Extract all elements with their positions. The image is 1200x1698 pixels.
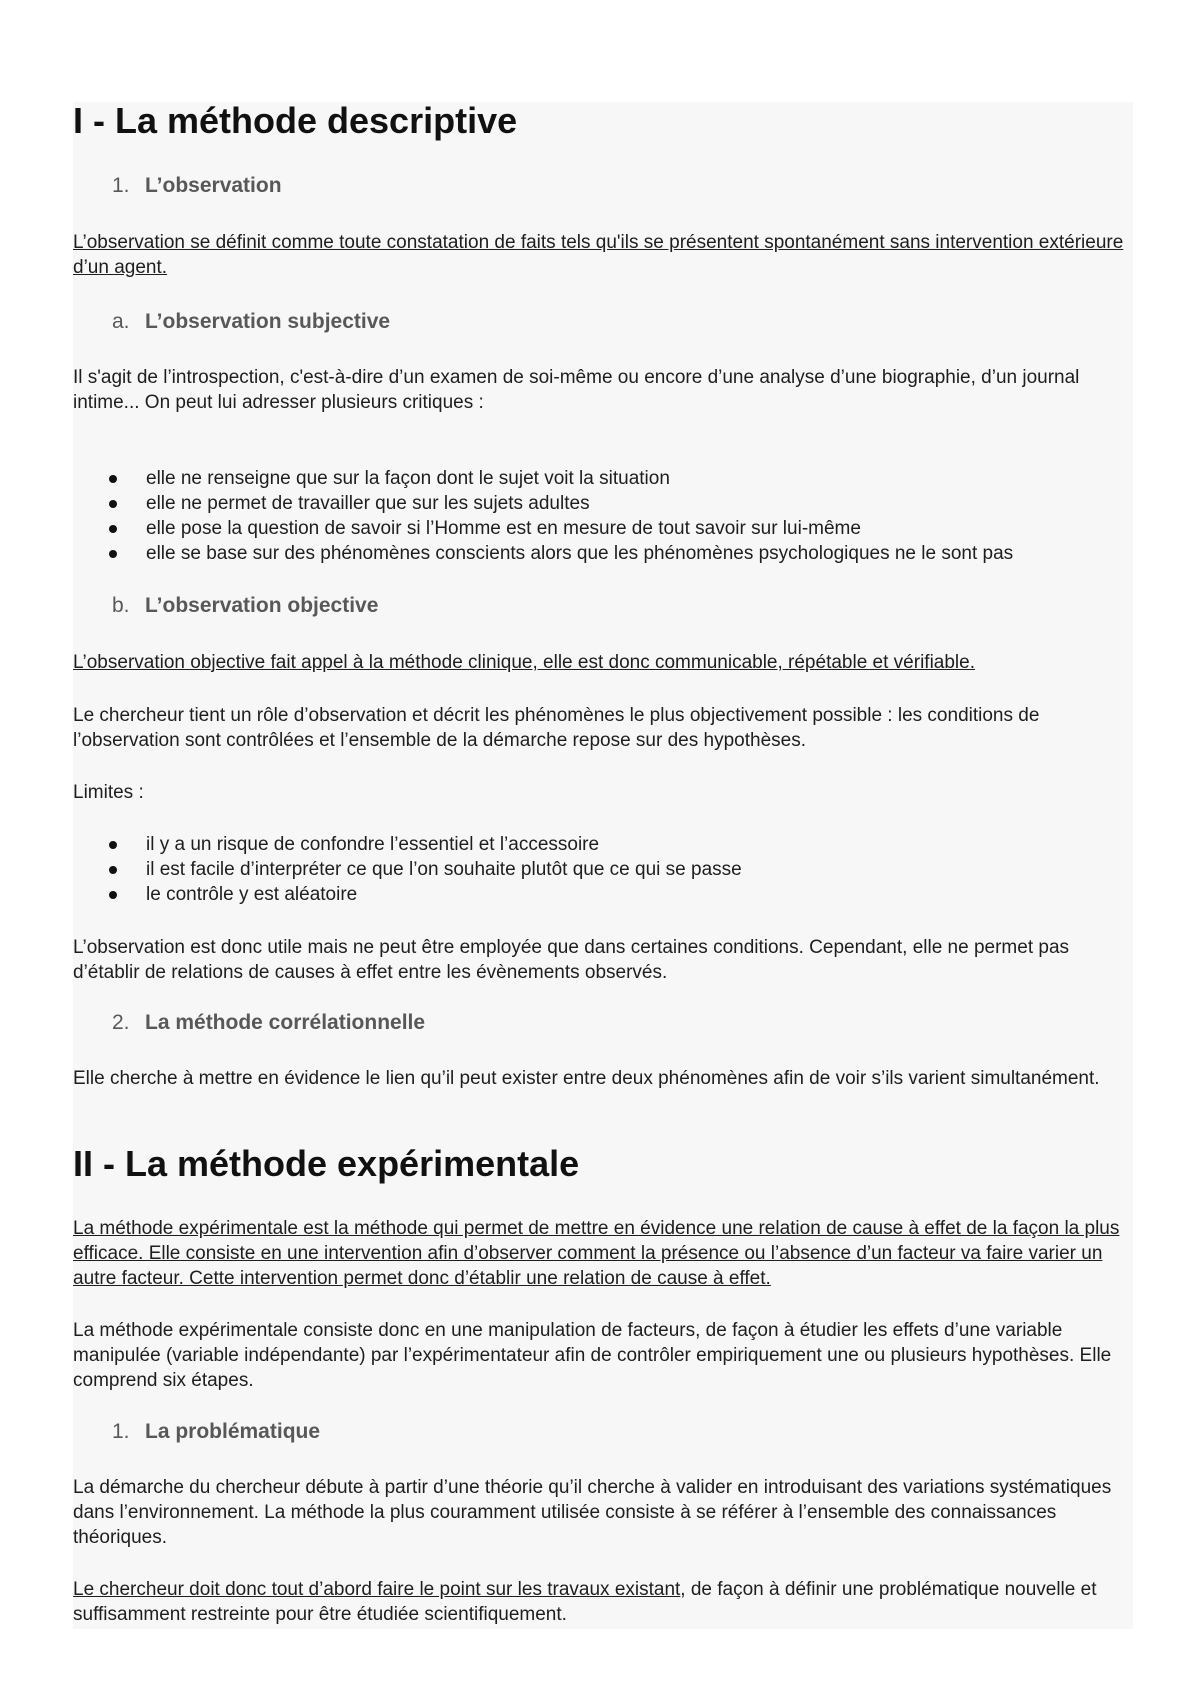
subheading-methode-correlationnelle (112, 1011, 425, 1035)
subheading-title: La méthode corrélationnelle (145, 1011, 426, 1034)
observation-conclusion: L’observation est donc utile mais ne peut être employée que dans certaines conditions. Cependant, elle ne permet pas d’établir de relations de causes à effet entre les évènements observés. (73, 937, 1070, 983)
subheading-number: a. (112, 310, 130, 333)
phrase-continuation: , de façon à définir une problématique nouvelle et suffisamment restreinte pour être étudiée scientifiquement. (73, 1579, 1097, 1625)
list-item: le contrôle y est aléatoire (73, 882, 742, 907)
critiques-list (73, 466, 1013, 566)
subheading-title: L’observation objective (145, 594, 379, 617)
objective-definition: L’observation objective fait appel à la méthode clinique, elle est donc communicable, répétable et vérifiable. (73, 652, 975, 673)
subheading-title: L’observation subjective (145, 310, 391, 333)
subjective-paragraph: Il s'agit de l’introspection, c'est-à-dire d’un examen de soi-même ou encore d’une analyse d’une biographie, d’un journal intime... On peut lui adresser plusieurs critiques : (73, 367, 1080, 413)
subheading-number: 1. (112, 174, 130, 197)
list-item: elle se base sur des phénomènes conscients alors que les phénomènes psychologiques ne le sont pas (73, 541, 1013, 566)
section-1-heading: I - La méthode descriptive (73, 100, 518, 141)
underlined-phrase: Le chercheur doit donc tout d’abord faire le point sur les travaux existant (73, 1579, 681, 1600)
experimentale-definition: La méthode expérimentale est la méthode qui permet de mettre en évidence une relation de cause à effet de la façon la plus efficace. Elle consiste en une intervention afin d’observer comment la présence ou l’absence d’un facteur va faire varier un autre facteur. Cette intervention permet donc d’établir une relation de cause à effet. (73, 1218, 1120, 1289)
list-item: elle ne renseigne que sur la façon dont le sujet voit la situation (73, 466, 1013, 491)
subheading-problematique (112, 1420, 320, 1444)
list-item: il y a un risque de confondre l’essentiel et l’accessoire (73, 832, 742, 857)
list-item: elle pose la question de savoir si l’Homme est en mesure de tout savoir sur lui-même (73, 516, 1013, 541)
subheading-title: L’observation (145, 174, 282, 197)
list-item: il est facile d’interpréter ce que l’on souhaite plutôt que ce qui se passe (73, 857, 742, 882)
subheading-observation (112, 174, 282, 198)
correlationnelle-paragraph: Elle cherche à mettre en évidence le lien qu’il peut exister entre deux phénomènes afin de voir s’ils varient simultanément. (73, 1068, 1100, 1089)
limites-label: Limites : (73, 782, 144, 803)
subheading-number: 2. (112, 1011, 130, 1034)
subheading-number: b. (112, 594, 130, 617)
limites-list (73, 832, 742, 907)
list-item: elle ne permet de travailler que sur les sujets adultes (73, 491, 1013, 516)
subheading-observation-objective (112, 594, 378, 618)
problematique-paragraph: La démarche du chercheur débute à partir d’une théorie qu’il cherche à valider en introduisant des variations systématiques dans l’environnement. La méthode la plus couramment utilisée consiste à se référer à l’ensemble des connaissances théoriques. (73, 1477, 1112, 1548)
objective-paragraph: Le chercheur tient un rôle d’observation et décrit les phénomènes le plus objectivement possible : les conditions de l’observation sont contrôlées et l’ensemble de la démarche repose sur des hypothèses. (73, 705, 1040, 751)
subheading-observation-subjective (112, 310, 390, 334)
experimentale-paragraph: La méthode expérimentale consiste donc en une manipulation de facteurs, de façon à étudier les effets d’une variable manipulée (variable indépendante) par l’expérimentateur afin de contrôler empiriquement une ou plusieurs hypothèses. Elle comprend six étapes. (73, 1320, 1112, 1391)
subheading-number: 1. (112, 1420, 130, 1443)
section-2-heading: II - La méthode expérimentale (73, 1143, 580, 1184)
subheading-title: La problématique (145, 1420, 321, 1443)
observation-definition: L’observation se définit comme toute constatation de faits tels qu'ils se présentent spontanément sans intervention extérieure d’un agent. (73, 232, 1124, 278)
problematique-last-paragraph (73, 1577, 1135, 1627)
